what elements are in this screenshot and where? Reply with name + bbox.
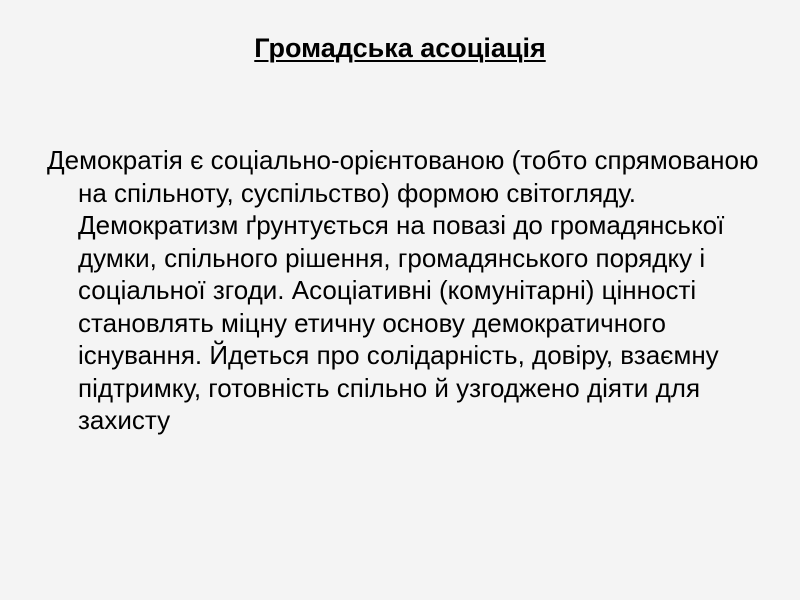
slide-title: Громадська асоціація xyxy=(254,33,546,63)
body-paragraph: Демократія є соціально-орієнтованою (тобто спрямованою на спільноту, суспільство) формою світогляду. Демократизм ґрунтується на повазі до громадянської думки, спільного рішення, громадянського порядку і соціальної згоди. Асоціативні (комунітарні) цінності становлять міцну етичну основу демократичного існування. Йдеться про солідарність, довіру, взаємну підтримку, готовність спільно й узгоджено діяти для захисту xyxy=(47,145,759,435)
